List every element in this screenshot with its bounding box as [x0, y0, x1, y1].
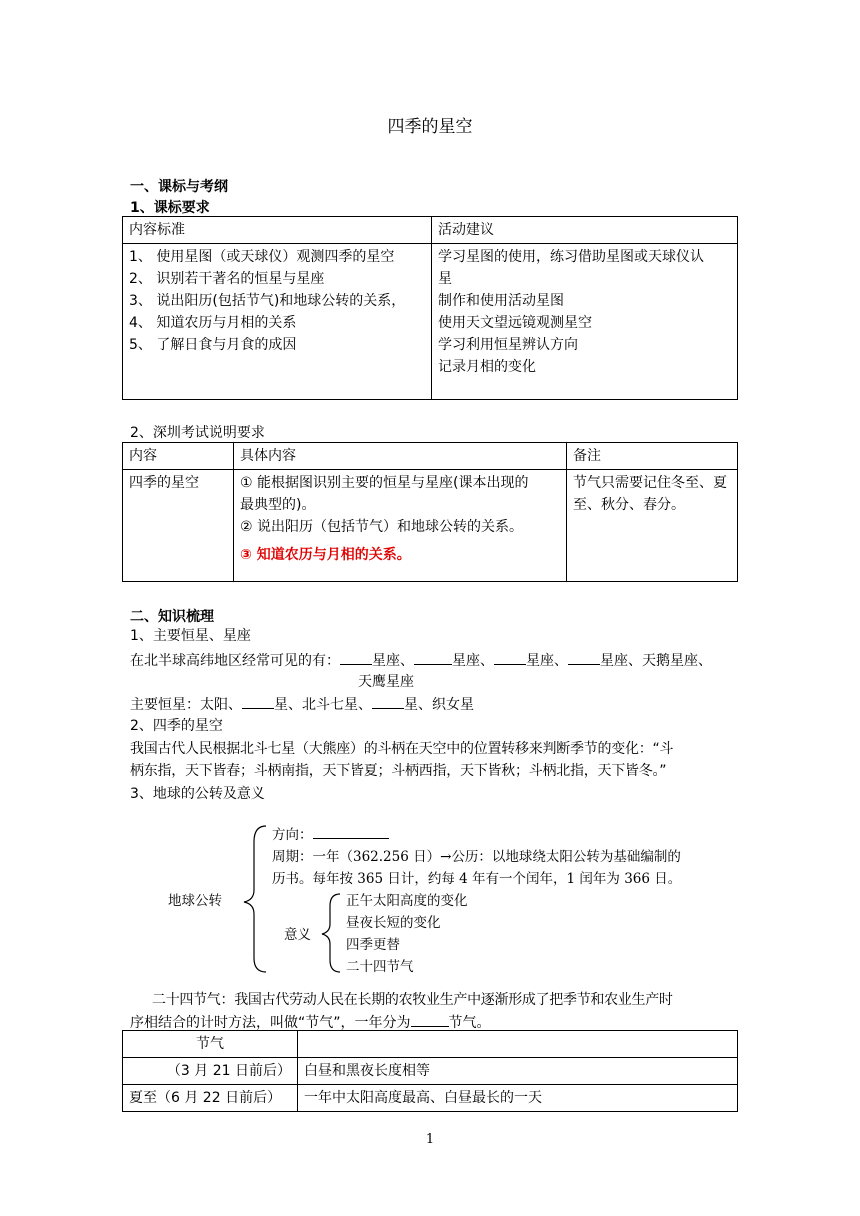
constellations-line-cont: 天鹰星座 — [358, 674, 414, 690]
page-title: 四季的星空 — [387, 117, 473, 137]
subheading-2-1: 1、主要恒星、星座 — [130, 628, 251, 644]
desc-cell: 白昼和黑夜长度相等 — [298, 1058, 738, 1085]
list-item: 1、 使用星图（或天球仪）观测四季的星空 — [129, 249, 395, 265]
meaning-list — [346, 890, 468, 978]
meaning-item: 四季更替 — [346, 937, 400, 953]
direction-line — [272, 824, 389, 846]
text: 星座、 — [372, 653, 414, 669]
content-cell: 四季的星空 — [123, 470, 234, 582]
section-heading-2: 二、知识梳理 — [130, 609, 214, 625]
text: 星、北斗七星、 — [274, 697, 372, 713]
text: 周期：一年（362.256 日） — [272, 849, 441, 865]
table-header-cell: 内容 — [123, 443, 234, 470]
text: 方向： — [272, 827, 313, 843]
blank — [494, 650, 526, 665]
table-header-cell-empty — [298, 1031, 738, 1058]
blank — [313, 824, 389, 839]
exam-requirements-table — [122, 442, 738, 582]
period-line-1 — [272, 846, 681, 868]
table-header-cell: 节气 — [123, 1031, 298, 1058]
text: 星座、 — [526, 653, 568, 669]
table-header-cell: 备注 — [567, 443, 738, 470]
list-item: 制作和使用活动星图 — [438, 293, 564, 309]
text: 序相结合的计时方法，叫做“节气”，一年分为 — [130, 1015, 411, 1031]
constellations-line — [130, 650, 712, 671]
stars-line — [130, 694, 474, 715]
meaning-item: 正午太阳高度的变化 — [346, 893, 468, 909]
blank — [411, 1012, 449, 1027]
text: 主要恒星：太阳、 — [130, 697, 242, 713]
list-item: 2、 识别若干著名的恒星与星座 — [129, 271, 325, 287]
diagram-root: 地球公转 — [168, 893, 222, 909]
list-item: 4、 知道农历与月相的关系 — [129, 315, 297, 331]
subheading-2-2: 2、四季的星空 — [130, 718, 223, 734]
inner-brace — [322, 894, 340, 972]
meaning-item: 二十四节气 — [346, 959, 414, 975]
outer-brace — [244, 826, 266, 972]
subheading-1-1: 1、课标要求 — [130, 200, 210, 216]
period-line-2: 历书。每年按 365 日计，约每 4 年有一个闰年，1 闰年为 366 日。 — [272, 871, 682, 887]
blank — [340, 650, 372, 665]
subheading-2-3: 3、地球的公转及意义 — [130, 786, 265, 802]
list-item: 学习利用恒星辨认方向 — [438, 337, 578, 353]
table-header-cell: 具体内容 — [234, 443, 567, 470]
big-dipper-paragraph — [130, 739, 740, 781]
meaning-item: 昼夜长短的变化 — [346, 915, 441, 931]
section-heading-1: 一、课标与考纲 — [130, 179, 228, 195]
text: 在北半球高纬地区经常可见的有： — [130, 653, 340, 669]
curriculum-table — [122, 216, 738, 400]
table-header-cell: 活动建议 — [432, 217, 738, 244]
list-item: 最典型的)。 — [240, 497, 316, 513]
solar-terms-table — [122, 1030, 738, 1112]
list-item: 3、 说出阳历(包括节气)和地球公转的关系， — [129, 293, 406, 309]
table-header-cell: 内容标准 — [123, 217, 432, 244]
desc-cell: 一年中太阳高度最高、白昼最长的一天 — [298, 1085, 738, 1112]
text: 星座、 — [452, 653, 494, 669]
blank — [568, 650, 600, 665]
list-item: 5、 了解日食与月食的成因 — [129, 337, 297, 353]
solar-terms-line-1: 二十四节气：我国古代劳动人民在长期的农牧业生产中逐渐形成了把季节和农业生产时 — [152, 992, 673, 1008]
text: 星、织女星 — [404, 697, 474, 713]
note-cell: 节气只需要记住冬至、夏至、秋分、春分。 — [567, 470, 738, 582]
list-item: 使用天文望远镜观测星空 — [438, 315, 592, 331]
list-item: ② 说出阳历（包括节气）和地球公转的关系。 — [240, 519, 523, 535]
list-item: 星 — [438, 271, 452, 287]
meaning-label: 意义 — [284, 927, 311, 943]
blank — [372, 694, 404, 709]
list-item: 记录月相的变化 — [438, 359, 536, 375]
blank — [242, 694, 274, 709]
content-standards-cell — [123, 244, 432, 400]
text: 节气。 — [448, 1015, 491, 1031]
subheading-1-2: 2、深圳考试说明要求 — [130, 425, 265, 441]
activity-suggestions-cell — [432, 244, 738, 400]
paragraph-line: 我国古代人民根据北斗七星（大熊座）的斗柄在天空中的位置转移来判断季节的变化：“斗 — [130, 741, 674, 757]
arrow-icon: → — [440, 849, 452, 865]
page-number: 1 — [425, 1132, 435, 1147]
blank — [414, 650, 452, 665]
paragraph-line: 柄东指，天下皆春；斗柄南指，天下皆夏；斗柄西指，天下皆秋；斗柄北指，天下皆冬。” — [130, 763, 667, 779]
highlighted-item: ③ 知道农历与月相的关系。 — [240, 547, 411, 563]
term-cell: （3 月 21 日前后） — [123, 1058, 298, 1085]
list-item: 学习星图的使用，练习借助星图或天球仪认 — [438, 249, 704, 265]
list-item: ① 能根据图识别主要的恒星与星座(课本出现的 — [240, 475, 529, 491]
details-cell — [234, 470, 567, 582]
term-cell: 夏至（6 月 22 日前后） — [123, 1085, 298, 1112]
text: 星座、天鹅星座、 — [600, 653, 712, 669]
text: 公历：以地球绕太阳公转为基础编制的 — [451, 849, 681, 865]
